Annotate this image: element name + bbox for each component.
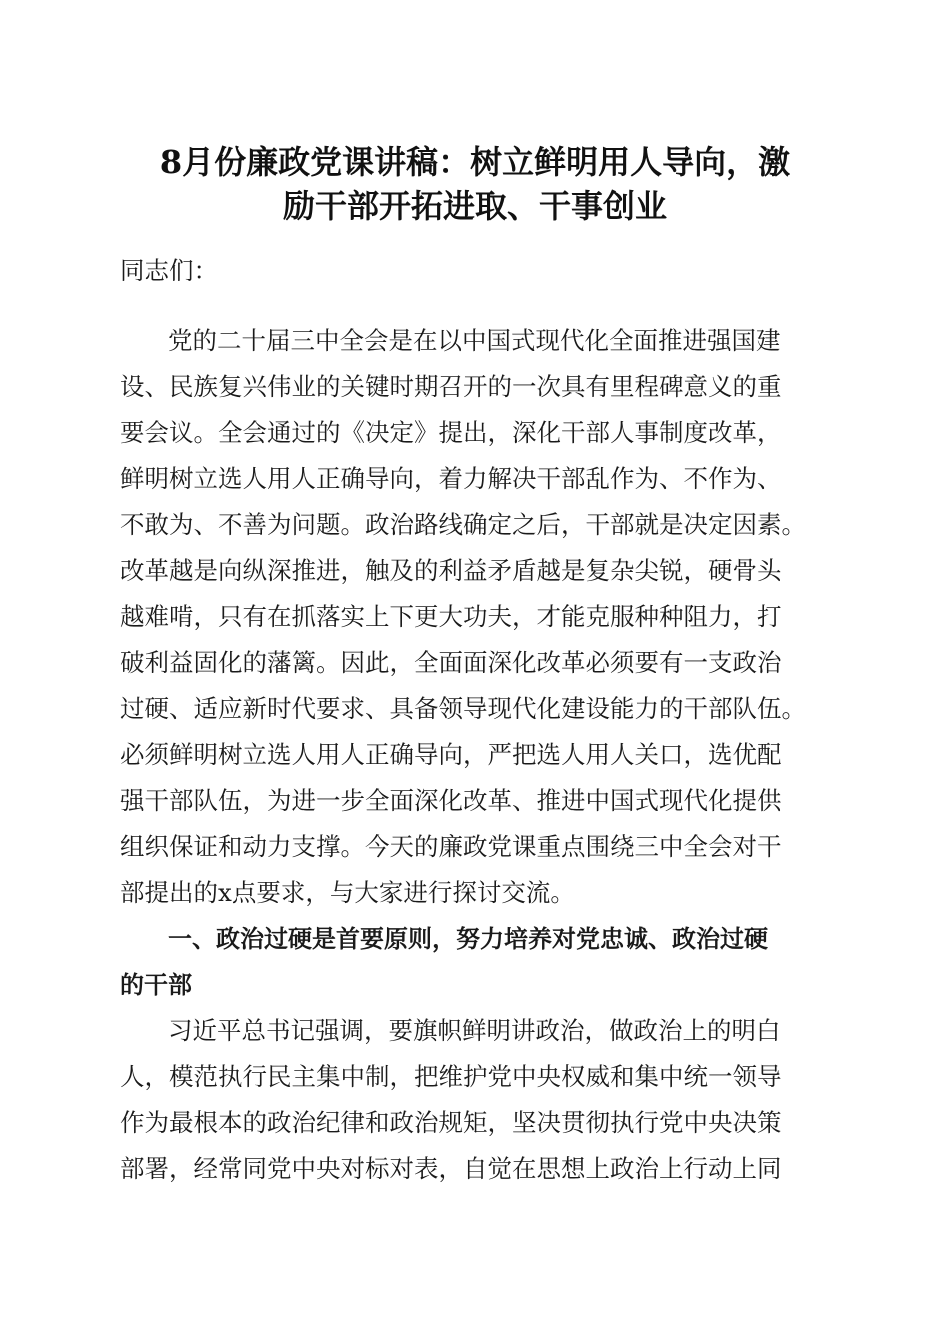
document-title-line-1: 8月份廉政党课讲稿：树立鲜明用人导向，激: [159, 143, 791, 181]
paragraph-line: 部署，经常同党中央对标对表，自觉在思想上政治上行动上同: [120, 1154, 782, 1183]
paragraph-line: 不敢为、不善为问题。政治路线确定之后，干部就是决定因素。: [120, 510, 806, 539]
paragraph-line: 党的二十届三中全会是在以中国式现代化全面推进强国建: [168, 326, 781, 355]
paragraph-line: 必须鲜明树立选人用人正确导向，严把选人用人关口，选优配: [120, 740, 782, 769]
paragraph-line: 设、民族复兴伟业的关键时期召开的一次具有里程碑意义的重: [120, 372, 782, 401]
paragraph-line: 改革越是向纵深推进，触及的利益矛盾越是复杂尖锐，硬骨头: [120, 556, 782, 585]
salutation-text: 同志们：: [120, 256, 218, 285]
paragraph-line: 作为最根本的政治纪律和政治规矩，坚决贯彻执行党中央决策: [120, 1108, 782, 1137]
paragraph-line: 人，模范执行民主集中制，把维护党中央权威和集中统一领导: [120, 1062, 782, 1091]
document-title-line-2: 励干部开拓进取、干事创业: [282, 187, 667, 225]
paragraph-line: 破利益固化的藩篱。因此，全面面深化改革必须要有一支政治: [120, 648, 782, 677]
heading-line: 的干部: [120, 971, 192, 999]
heading-line: 一、政治过硬是首要原则，努力培养对党忠诚、政治过硬: [168, 925, 768, 953]
salutation: [0, 248, 950, 294]
paragraph-line: 组织保证和动力支撑。今天的廉政党课重点围绕三中全会对干: [120, 832, 782, 861]
paragraph-line: 越难啃，只有在抓落实上下更大功夫，才能克服种种阻力，打: [120, 602, 782, 631]
paragraph-line: 习近平总书记强调，要旗帜鲜明讲政治，做政治上的明白: [168, 1016, 781, 1045]
paragraph-line: 强干部队伍，为进一步全面深化改革、推进中国式现代化提供: [120, 786, 782, 815]
paragraph-line: 部提出的x点要求，与大家进行探讨交流。: [120, 878, 575, 907]
paragraph-line: 过硬、适应新时代要求、具备领导现代化建设能力的干部队伍。: [120, 694, 806, 723]
paragraph-line: 鲜明树立选人用人正确导向，着力解决干部乱作为、不作为、: [120, 464, 782, 493]
paragraph-line: 要会议。全会通过的《决定》提出，深化干部人事制度改革，: [120, 418, 782, 447]
